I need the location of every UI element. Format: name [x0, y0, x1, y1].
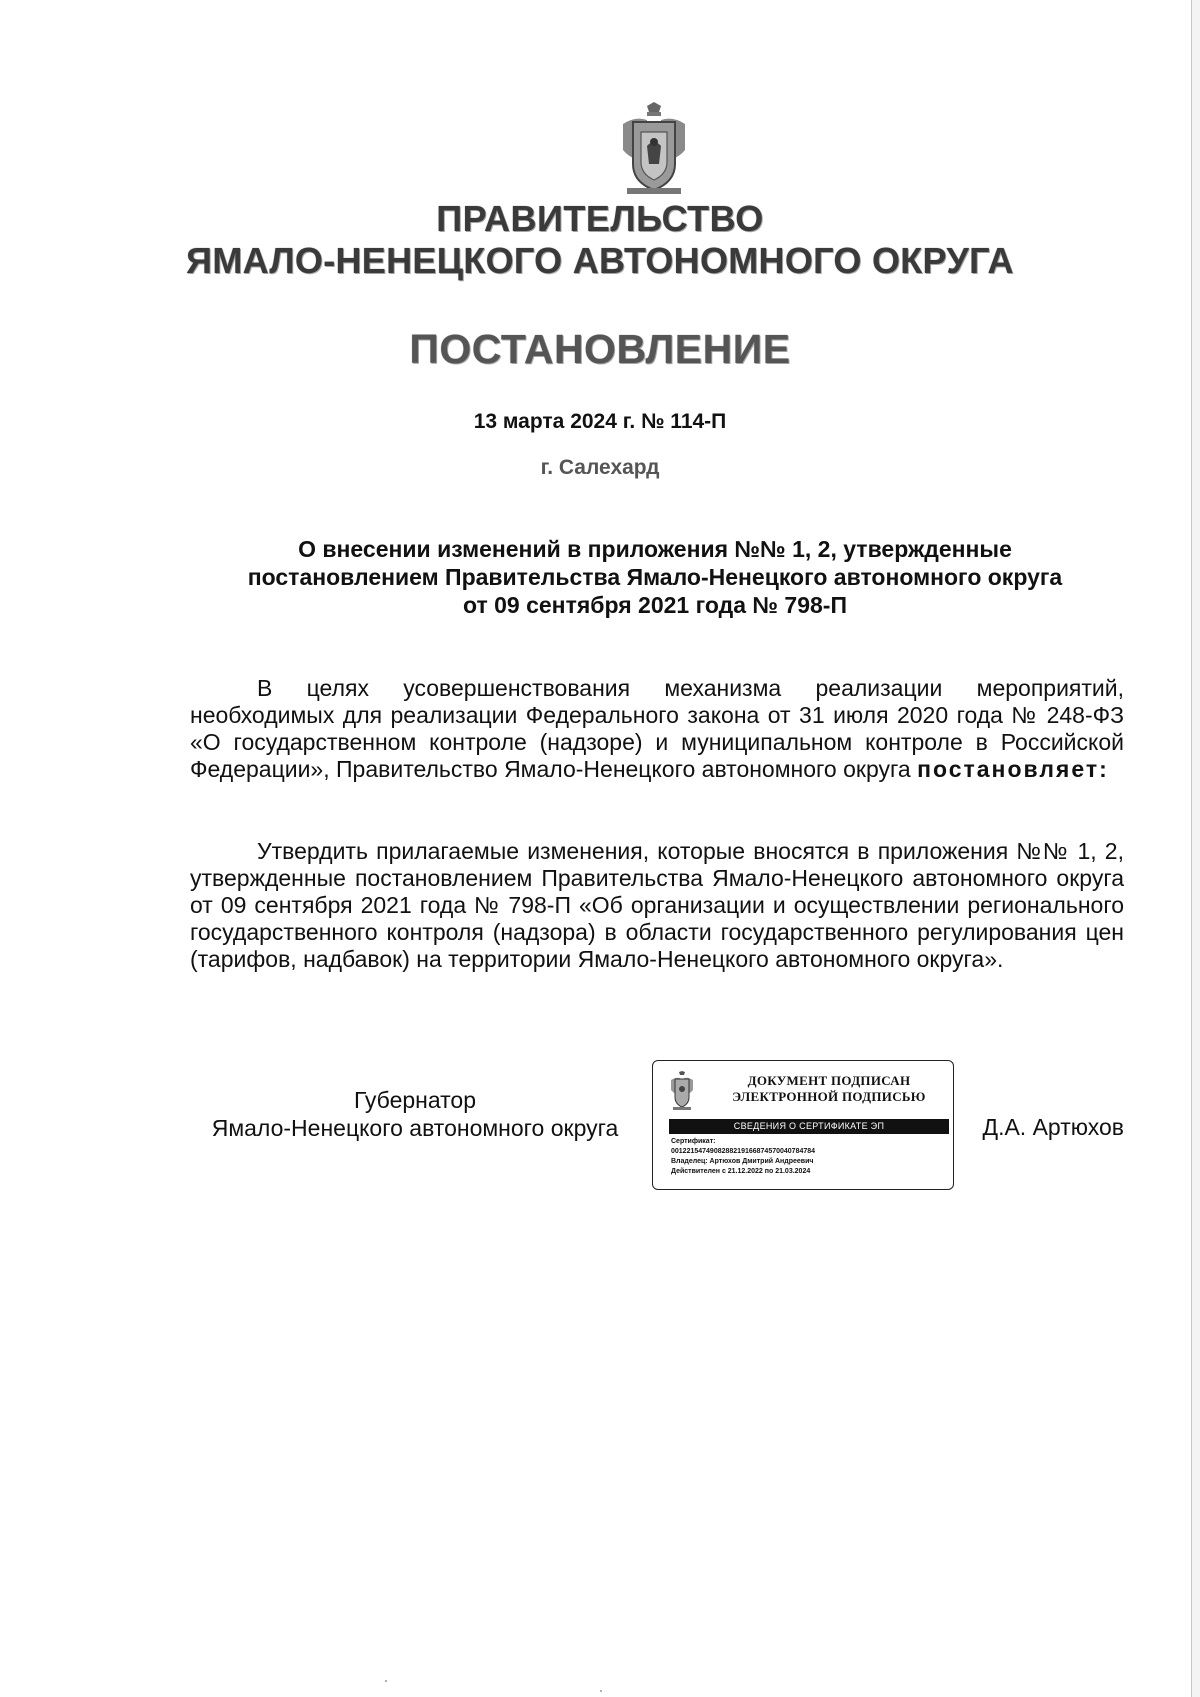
subject-line: О внесении изменений в приложения №№ 1, 2, утвержденные: [298, 536, 1012, 562]
organization-name-line2: ЯМАЛО-НЕНЕЦКОГО АВТОНОМНОГО ОКРУГА: [186, 240, 1014, 281]
stamp-heading: [711, 1073, 947, 1105]
certificate-owner: Владелец: Артюхов Дмитрий Андреевич: [671, 1158, 814, 1165]
signatory-title-line: Губернатор: [353, 1087, 477, 1113]
city: г. Салехард: [540, 456, 660, 479]
certificate-details: [671, 1137, 947, 1177]
signatory-title-line: Ямало-Ненецкого автономного округа: [211, 1115, 619, 1141]
document-subject: [180, 535, 1130, 619]
scan-speck: [385, 1680, 387, 1682]
preamble-text: В целях усовершенствования механизма реализации мероприятий, необходимых для реализации Федерального закона от 31 июля 2020 года № 248-ФЗ «О государственном контроле (надзоре) и муниципальном контроле в Российской Федерации», Правительство Ямало-Ненецкого автономного округа: [190, 675, 1124, 782]
resolution-verb: постановляет:: [917, 756, 1109, 782]
subject-line: постановлением Правительства Ямало-Ненецкого автономного округа: [247, 564, 1063, 590]
document-type: ПОСТАНОВЛЕНИЕ: [409, 326, 791, 372]
stamp-heading-line: ЭЛЕКТРОННОЙ ПОДПИСЬЮ: [732, 1089, 926, 1104]
organization-name-line1: ПРАВИТЕЛЬСТВО: [436, 198, 764, 239]
certificate-validity: Действителен с 21.12.2022 по 21.03.2024: [671, 1168, 811, 1175]
scan-speck: [600, 1690, 602, 1692]
certificate-number: 0012215474908288219166874570040784784: [671, 1148, 816, 1155]
subject-line: от 09 сентября 2021 года № 798-П: [463, 592, 847, 618]
electronic-signature-stamp: [652, 1060, 954, 1190]
certificate-label: Сертификат:: [671, 1138, 716, 1145]
certificate-info-bar: СВЕДЕНИЯ О СЕРТИФИКАТЕ ЭП: [669, 1119, 949, 1134]
date-and-number: 13 марта 2024 г. № 114-П: [473, 410, 727, 433]
coat-of-arms-icon: [617, 102, 691, 198]
signatory-title: [190, 1086, 640, 1142]
preamble-paragraph: [190, 675, 1124, 783]
signatory-name: Д.А. Артюхов: [982, 1114, 1124, 1140]
resolution-paragraph: Утвердить прилагаемые изменения, которые вносятся в приложения №№ 1, 2, утвержденные постановлением Правительства Ямало-Ненецкого автономного округа от 09 сентября 2021 года № 798-П «Об организации и осуществлении регионального государственного контроля (надзора) в области государственного регулирования цен (тарифов, надбавок) на территории Ямало-Ненецкого автономного округа».: [190, 838, 1124, 972]
coat-of-arms-icon: [669, 1071, 695, 1111]
stamp-heading-line: ДОКУМЕНТ ПОДПИСАН: [747, 1073, 911, 1088]
